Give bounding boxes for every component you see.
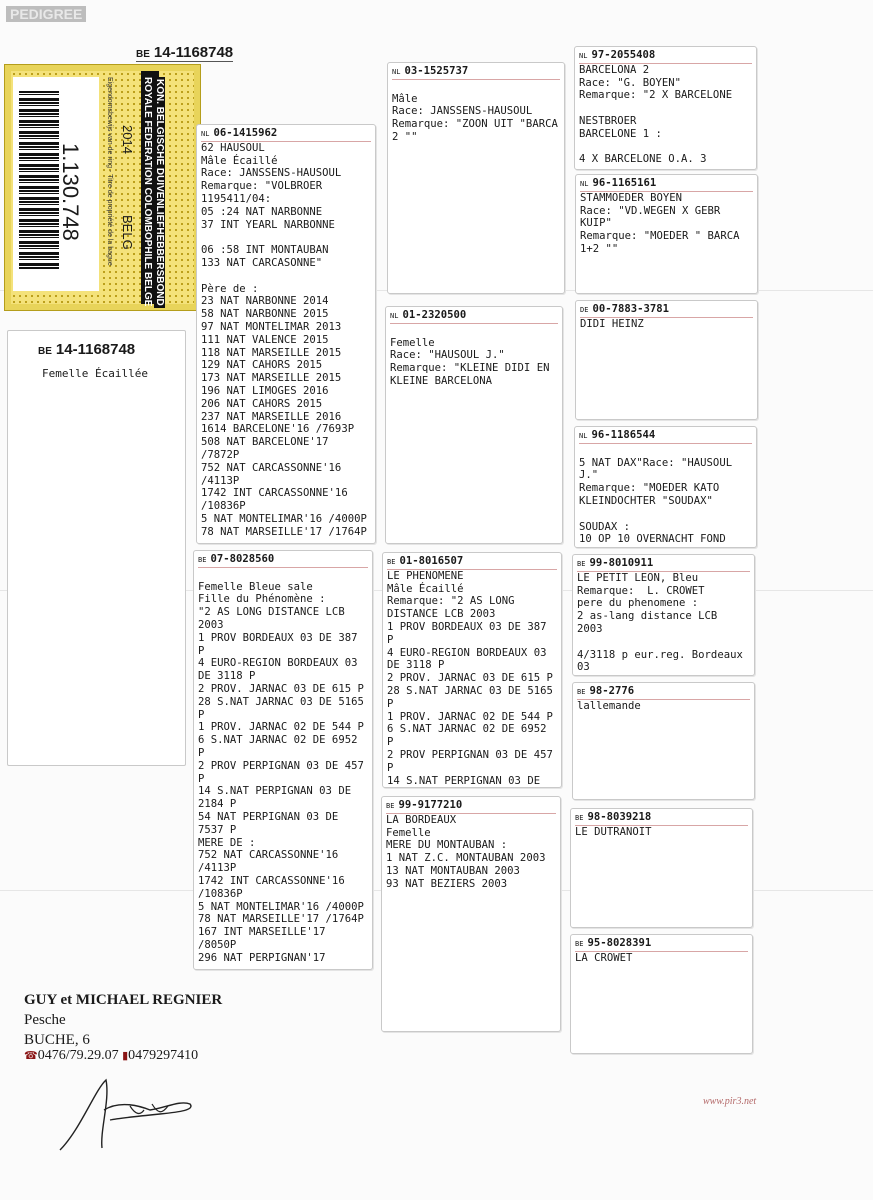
card-line bbox=[579, 508, 752, 521]
top-ring-value: 14-1168748 bbox=[153, 44, 234, 61]
card-line: P bbox=[198, 708, 205, 721]
card-ring-prefix: NL bbox=[579, 432, 588, 440]
card-line: BARCELONA 2 bbox=[579, 63, 650, 76]
card-line: 5 NAT MONTELIMAR'16 /4000P bbox=[198, 900, 364, 913]
card-mother-father bbox=[382, 552, 562, 788]
sticker-note: Eigendomsbewijs van de ring - Titre de propriété de la bague bbox=[106, 77, 113, 266]
card-line: Mâle bbox=[392, 92, 418, 105]
card-ring bbox=[201, 127, 371, 142]
card-ring bbox=[575, 811, 748, 826]
card-line: 10 OP 10 OVERNACHT FOND bbox=[579, 533, 726, 546]
card-line: Remarque: "2 X BARCELONE bbox=[579, 89, 733, 102]
card-ring bbox=[580, 303, 753, 318]
card-ring-value: 03-1525737 bbox=[404, 65, 469, 77]
card-line: 97 NAT MONTELIMAR 2013 bbox=[201, 320, 342, 333]
card-line: 2 PROV. JARNAC 03 DE 615 P bbox=[387, 672, 553, 685]
card-fm-mother bbox=[574, 426, 757, 548]
card-line: Mâle Écaillé bbox=[201, 154, 278, 167]
card-line: DIDI HEINZ bbox=[580, 317, 644, 330]
card-line: 2 PROV PERPIGNAN 03 DE 457 bbox=[198, 759, 364, 772]
card-ring-value: 95-8028391 bbox=[587, 937, 652, 949]
card-line: P bbox=[387, 736, 394, 749]
card-ring-prefix: BE bbox=[198, 556, 207, 564]
card-ring-value: 07-8028560 bbox=[210, 553, 275, 565]
card-line: 508 NAT BARCELONE'17 bbox=[201, 436, 329, 449]
card-ring-value: 96-1165161 bbox=[592, 177, 657, 189]
card-ring-prefix: DE bbox=[580, 306, 589, 314]
mobile-icon: ▮ bbox=[122, 1050, 129, 1062]
card-line: KLEINDOCHTER "SOUDAX" bbox=[579, 494, 713, 507]
card-line: Remarque: "KLEINE DIDI EN bbox=[390, 362, 550, 375]
card-line: 133 NAT CARCASONNE" bbox=[201, 256, 323, 269]
card-ring bbox=[387, 555, 557, 570]
card-line: BARCELONE 1 : bbox=[579, 127, 662, 140]
owner-city: Pesche bbox=[24, 1012, 66, 1028]
owner-name: GUY et MICHAEL REGNIER bbox=[24, 992, 223, 1008]
owner-phones bbox=[24, 1048, 198, 1064]
sticker-number: 1.130.748 bbox=[58, 143, 83, 241]
card-line: 37 INT YEARL NARBONNE bbox=[201, 218, 335, 231]
card-line: J." bbox=[579, 469, 599, 482]
card-line: 23 NAT NARBONNE 2014 bbox=[201, 295, 329, 308]
card-line: 752 NAT CARCASSONNE'16 bbox=[201, 461, 342, 474]
card-ff-father bbox=[574, 46, 757, 170]
card-ring-prefix: BE bbox=[387, 558, 396, 566]
card-line: 206 NAT CAHORS 2015 bbox=[201, 397, 323, 410]
card-line: 1 PROV. JARNAC 02 DE 544 P bbox=[198, 721, 364, 734]
card-line: 1195411/04: bbox=[201, 192, 272, 205]
card-line: 2003 bbox=[198, 618, 224, 631]
card-line: P bbox=[198, 644, 205, 657]
card-line: 1 PROV BORDEAUX 03 DE 387 bbox=[198, 631, 358, 644]
card-father bbox=[196, 124, 376, 544]
card-line: Remarque: "VOLBROER bbox=[201, 180, 323, 193]
owner-street: BUCHE, 6 bbox=[24, 1032, 90, 1048]
phone-icon: ☎ bbox=[24, 1050, 38, 1062]
card-line: lallemande bbox=[577, 699, 641, 712]
card-ring bbox=[386, 799, 556, 814]
card-mm-father bbox=[570, 808, 753, 928]
card-line: 1614 BARCELONE'16 /7693P bbox=[201, 423, 355, 436]
card-line: MERE DE : bbox=[198, 836, 256, 849]
card-ring-value: 99-9177210 bbox=[398, 799, 463, 811]
card-ring bbox=[579, 429, 752, 444]
card-ring-prefix: NL bbox=[201, 130, 210, 138]
card-line: /4113P bbox=[198, 862, 237, 875]
card-line: Race: JANSSENS-HAUSOUL bbox=[392, 105, 533, 118]
card-mm-mother bbox=[570, 934, 753, 1054]
subject-card bbox=[7, 330, 186, 766]
card-father-father bbox=[387, 62, 565, 294]
card-line: 2 "" bbox=[392, 130, 418, 143]
card-line: Femelle bbox=[390, 336, 435, 349]
card-father-mother bbox=[385, 306, 563, 544]
card-line: P bbox=[387, 697, 394, 710]
card-line: SOUDAX : bbox=[579, 520, 631, 533]
card-line: 1 PROV. JARNAC 02 DE 544 P bbox=[387, 710, 553, 723]
card-line: 58 NAT NARBONNE 2015 bbox=[201, 308, 329, 321]
card-line: /10836P bbox=[201, 500, 246, 513]
card-line: 2 as-lang distance LCB bbox=[577, 610, 718, 623]
top-ring-number bbox=[136, 44, 233, 62]
card-ring-value: 97-2055408 bbox=[591, 49, 656, 61]
card-line: MERE DU MONTAUBAN : bbox=[386, 839, 508, 852]
card-line: 6 S.NAT JARNAC 02 DE 6952 bbox=[387, 723, 547, 736]
card-ring-value: 00-7883-3781 bbox=[592, 303, 669, 315]
card-line: Remarque: "ZOON UIT "BARCA bbox=[392, 118, 558, 131]
owner-mobile: 0479297410 bbox=[128, 1048, 199, 1063]
card-ring-value: 98-8039218 bbox=[587, 811, 652, 823]
subject-ring bbox=[38, 341, 135, 358]
card-line: 752 NAT CARCASSONNE'16 bbox=[198, 849, 339, 862]
card-line: 2003 bbox=[577, 622, 603, 635]
card-line bbox=[201, 270, 371, 283]
card-line: Remarque: "MOEDER " BARCA bbox=[580, 230, 740, 243]
card-ring bbox=[198, 553, 368, 568]
card-ring-prefix: BE bbox=[575, 814, 584, 822]
card-line: pere du phenomene : bbox=[577, 597, 699, 610]
card-line: 4 X BARCELONE O.A. 3 bbox=[579, 153, 707, 166]
card-line: "2 AS LONG DISTANCE LCB bbox=[198, 606, 345, 619]
card-line: DE 3118 P bbox=[198, 670, 256, 683]
card-line: P bbox=[198, 772, 205, 785]
card-line bbox=[577, 636, 750, 649]
card-mf-mother bbox=[572, 682, 755, 800]
card-line: Race: "HAUSOUL J." bbox=[390, 349, 505, 362]
card-line: 03 bbox=[577, 661, 590, 674]
card-ring-value: 96-1186544 bbox=[591, 429, 656, 441]
card-line: 237 NAT MARSEILLE 2016 bbox=[201, 410, 342, 423]
sticker-country: BELG bbox=[120, 215, 135, 250]
signature bbox=[40, 1070, 210, 1160]
card-ring bbox=[580, 177, 753, 192]
card-line bbox=[392, 80, 560, 93]
barcode bbox=[19, 91, 59, 269]
card-line: 7537 P bbox=[198, 823, 237, 836]
card-line: 5 NAT MONTELIMAR'16 /4000P bbox=[201, 512, 367, 525]
sticker-org-fr: ROYALE FEDERATION COLOMBOPHILE BELGE bbox=[142, 77, 153, 307]
card-line: Fille du Phénomène : bbox=[198, 593, 326, 606]
card-line: 2 PROV. JARNAC 03 DE 615 P bbox=[198, 682, 364, 695]
card-line: Femelle bbox=[386, 826, 431, 839]
pedigree-header: PEDIGREE bbox=[6, 6, 86, 22]
card-ring-prefix: BE bbox=[386, 802, 395, 810]
card-line: P bbox=[387, 761, 394, 774]
card-mother bbox=[193, 550, 373, 970]
card-line: 2184 P bbox=[198, 798, 237, 811]
card-line: 1742 INT CARCASSONNE'16 bbox=[201, 487, 348, 500]
owner-phone: 0476/79.29.07 bbox=[37, 1048, 119, 1063]
footer-site: www.pir3.net bbox=[703, 1096, 757, 1107]
card-line: Remarque: L. CROWET bbox=[577, 584, 705, 597]
card-line: /7872P bbox=[201, 448, 240, 461]
card-ring-value: 06-1415962 bbox=[213, 127, 278, 139]
card-line: 1 NAT Z.C. MONTAUBAN 2003 bbox=[386, 852, 546, 865]
card-line: 28 S.NAT JARNAC 03 DE 5165 bbox=[198, 695, 364, 708]
owner-block bbox=[24, 990, 222, 1050]
card-line: LA BORDEAUX bbox=[386, 813, 457, 826]
card-line: 13 NAT MONTAUBAN 2003 bbox=[386, 864, 520, 877]
card-ring bbox=[579, 49, 752, 64]
card-line: 1742 INT CARCASSONNE'16 bbox=[198, 874, 345, 887]
card-line: 129 NAT CAHORS 2015 bbox=[201, 359, 323, 372]
card-ring bbox=[575, 937, 748, 952]
card-line: 78 NAT MARSEILLE'17 /1764P bbox=[201, 525, 367, 538]
card-ring bbox=[577, 685, 750, 700]
card-line: 54 NAT PERPIGNAN 03 DE bbox=[198, 810, 339, 823]
card-line: 14 S.NAT PERPIGNAN 03 DE bbox=[198, 785, 352, 798]
card-ring bbox=[577, 557, 750, 572]
card-line bbox=[579, 102, 752, 115]
card-line: 62 HAUSOUL bbox=[201, 141, 265, 154]
card-ring bbox=[392, 65, 560, 80]
card-ring-prefix: BE bbox=[575, 940, 584, 948]
card-line: 173 NAT MARSEILLE 2015 bbox=[201, 372, 342, 385]
subject-ring-value: 14-1168748 bbox=[55, 341, 136, 358]
card-line: LE DUTRANOIT bbox=[575, 825, 652, 838]
card-ring-prefix: BE bbox=[577, 688, 586, 696]
card-line: DE 3118 P bbox=[387, 659, 445, 672]
card-line: 4/3118 p eur.reg. Bordeaux bbox=[577, 648, 743, 661]
card-line: 2 PROV PERPIGNAN 03 DE 457 bbox=[387, 748, 553, 761]
card-line: 4 EURO-REGION BORDEAUX 03 bbox=[387, 646, 547, 659]
card-line: 6 S.NAT JARNAC 02 DE 6952 bbox=[198, 734, 358, 747]
card-line: 14 S.NAT PERPIGNAN 03 DE bbox=[387, 774, 541, 787]
ring-ownership-sticker bbox=[4, 64, 201, 311]
card-line: 1+2 "" bbox=[580, 242, 619, 255]
sticker-org-nl: KON. BELGISCHE DUIVENLIEFHEBBERSBOND bbox=[154, 79, 165, 306]
card-line: P bbox=[387, 633, 394, 646]
card-line bbox=[201, 231, 371, 244]
card-fm-father bbox=[575, 300, 758, 420]
card-mother-mother bbox=[381, 796, 561, 1032]
card-ring-prefix: NL bbox=[390, 312, 399, 320]
card-line: 1 PROV BORDEAUX 03 DE 387 bbox=[387, 620, 547, 633]
card-line: KUIP" bbox=[580, 217, 612, 230]
card-line bbox=[390, 324, 558, 337]
card-line: Mâle Écaillé bbox=[387, 582, 464, 595]
card-line: 28 S.NAT JARNAC 03 DE 5165 bbox=[387, 684, 553, 697]
card-line: 167 INT MARSEILLE'17 bbox=[198, 926, 326, 939]
card-line: Remarque: "MOEDER KATO bbox=[579, 482, 720, 495]
card-line bbox=[579, 444, 752, 457]
card-line: Remarque: "2 AS LONG bbox=[387, 595, 515, 608]
card-mf-father bbox=[572, 554, 755, 676]
card-ring-prefix: NL bbox=[580, 180, 589, 188]
card-line bbox=[198, 568, 368, 581]
card-line: Femelle Bleue sale bbox=[198, 580, 313, 593]
card-ff-mother bbox=[575, 174, 758, 294]
card-ring bbox=[390, 309, 558, 324]
card-line: 06 :58 INT MONTAUBAN bbox=[201, 244, 329, 257]
card-line: 196 NAT LIMOGES 2016 bbox=[201, 384, 329, 397]
sticker-year: 2014 bbox=[120, 125, 135, 154]
card-line bbox=[579, 141, 752, 154]
card-ring-prefix: NL bbox=[579, 52, 588, 60]
card-ring-value: 01-8016507 bbox=[399, 555, 464, 567]
card-ring-prefix: BE bbox=[577, 560, 586, 568]
card-line: 4 EURO-REGION BORDEAUX 03 bbox=[198, 657, 358, 670]
card-line: /8050P bbox=[198, 938, 237, 951]
top-ring-prefix: BE bbox=[136, 49, 150, 60]
card-line: DISTANCE LCB 2003 bbox=[387, 608, 496, 621]
card-line: 296 NAT PERPIGNAN'17 bbox=[198, 951, 326, 964]
card-line: 5 NAT DAX"Race: "HAUSOUL bbox=[579, 456, 733, 469]
card-line: 05 :24 NAT NARBONNE bbox=[201, 205, 323, 218]
card-line: Race: "VD.WEGEN X GEBR bbox=[580, 204, 721, 217]
subject-ring-prefix: BE bbox=[38, 346, 52, 357]
card-ring-value: 98-2776 bbox=[589, 685, 635, 697]
card-line: /4113P bbox=[201, 474, 240, 487]
card-ring-value: 01-2320500 bbox=[402, 309, 467, 321]
card-line: Père de : bbox=[201, 282, 259, 295]
card-line: 111 NAT VALENCE 2015 bbox=[201, 333, 329, 346]
card-line: Race: "G. BOYEN" bbox=[579, 76, 682, 89]
card-ring-value: 99-8010911 bbox=[589, 557, 654, 569]
card-line: LE PHENOMENE bbox=[387, 569, 464, 582]
subject-sex: Femelle Écaillée bbox=[42, 367, 148, 380]
card-ring-prefix: NL bbox=[392, 68, 401, 76]
card-line: Race: JANSSENS-HAUSOUL bbox=[201, 167, 342, 180]
card-line: LE PETIT LEON, Bleu bbox=[577, 571, 699, 584]
card-line: NESTBROER bbox=[579, 114, 637, 127]
card-line: /10836P bbox=[198, 887, 243, 900]
card-line: 118 NAT MARSEILLE 2015 bbox=[201, 346, 342, 359]
card-line: LA CROWET bbox=[575, 951, 633, 964]
card-line: 93 NAT BEZIERS 2003 bbox=[386, 877, 508, 890]
card-line: KLEINE BARCELONA bbox=[390, 374, 493, 387]
card-line: 78 NAT MARSEILLE'17 /1764P bbox=[198, 913, 364, 926]
card-line: P bbox=[198, 746, 205, 759]
card-line: STAMMOEDER BOYEN bbox=[580, 191, 683, 204]
